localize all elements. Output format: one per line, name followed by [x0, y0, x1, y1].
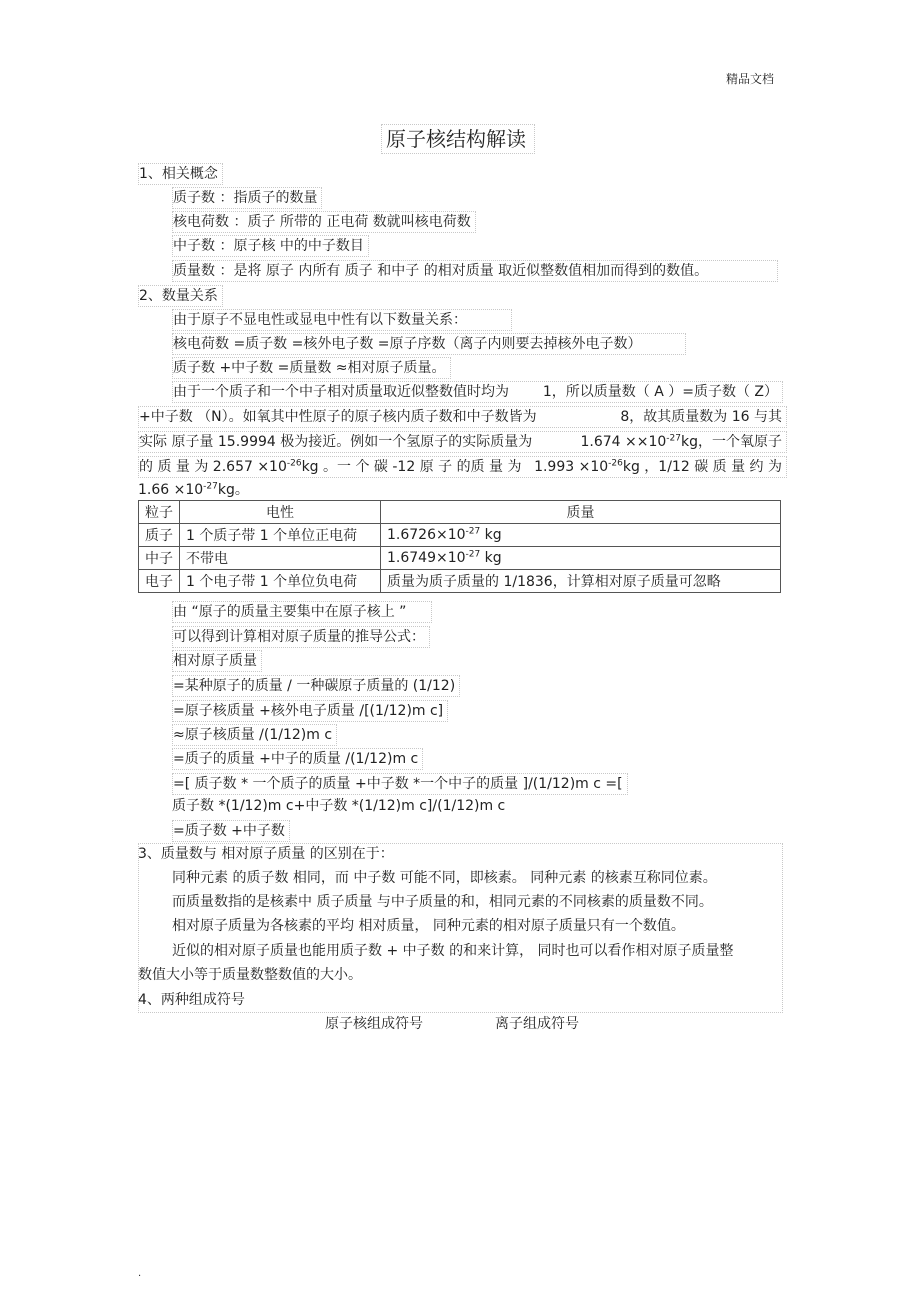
relation-line: 核电荷数 =质子数 =核外电子数 =原子序数（离子内则要去掉核外电子数）: [172, 333, 686, 355]
column-header: 电性: [180, 501, 381, 524]
column-header: 质量: [381, 501, 781, 524]
charge-cell: 1 个质子带 1 个单位正电荷: [180, 524, 381, 547]
difference-line: 而质量数指的是核素中 质子质量 与中子质量的和，相同元素的不同核素的质量数不同。: [172, 894, 713, 910]
charge-cell: 1 个电子带 1 个单位负电荷: [180, 570, 381, 593]
concept-line: 质量数 ：是将 原子 内所有 质子 和中子 的相对质量 取近似整数值相加而得到的数值。: [172, 260, 778, 282]
charge-cell: 不带电: [180, 547, 381, 570]
exponent: -26: [608, 458, 623, 469]
ion-symbol-label: 离子组成符号: [495, 1016, 579, 1032]
text: kg，一个氧原子: [681, 434, 782, 450]
derivation-line: =质子数 +中子数: [172, 820, 290, 842]
derivation-line: =原子核质量 +核外电子质量 /[(1/12)m c]: [172, 700, 448, 722]
concept-line: 中子数 ：原子核 中的中子数目: [172, 235, 369, 257]
text: [139, 457, 522, 477]
text: 1.66 ×10: [138, 482, 204, 498]
derivation-line: 可以得到计算相对原子质量的推导公式：: [172, 626, 430, 648]
concept-line: 质子数 ：指质子的数量: [172, 187, 322, 209]
difference-line: 近似的相对原子质量也能用质子数 + 中子数 的和来计算， 同时也可以看作相对原子质量整: [172, 943, 734, 959]
particle-cell: 质子: [139, 524, 180, 547]
derivation-line: =某种原子的质量 / 一种碳原子质量的 (1/12): [172, 675, 460, 697]
exponent: -27: [465, 526, 481, 537]
paragraph-line: [138, 431, 787, 453]
mass-cell: 质量为质子质量的 1/1836，计算相对原子质量可忽略: [381, 570, 781, 593]
relation-line: 质子数 +中子数 =质量数 ≈相对原子质量。: [172, 357, 451, 379]
text: kg: [480, 527, 502, 543]
exponent: -27: [666, 433, 681, 444]
particle-cell: 中子: [139, 547, 180, 570]
mass-cell: [381, 524, 781, 547]
text: [580, 432, 782, 452]
table-row: [139, 524, 781, 547]
paragraph-line: [138, 456, 787, 478]
exponent: -26: [286, 458, 302, 469]
column-header: 粒子: [139, 501, 180, 524]
paragraph-line: [138, 406, 787, 428]
derivation-line: =质子的质量 +中子的质量 /(1/12)m c: [172, 748, 423, 770]
particle-table: [138, 500, 781, 593]
text: +中子数 （N）。如氧其中性原子的原子核内质子数和中子数皆为: [139, 409, 537, 425]
section-4-heading: 4、两种组成符号: [138, 992, 245, 1008]
page-title: 原子核结构解读: [381, 124, 535, 154]
text: 1.6749×10: [387, 550, 466, 566]
difference-line: 同种元素 的质子数 相同，而 中子数 可能不同，即核素。 同种元素 的核素互称同位素。: [172, 870, 717, 886]
table-header-row: [139, 501, 781, 524]
relation-line: 由于原子不显电性或显电中性有以下数量关系：: [172, 309, 512, 331]
text: kg。: [217, 482, 249, 498]
paragraph-line: [172, 381, 783, 403]
text: 1.993 ×10: [534, 459, 609, 475]
mass-cell: [381, 547, 781, 570]
section-2-heading: 2、数量关系: [138, 285, 223, 307]
section-1-heading: 1、相关概念: [138, 163, 223, 185]
difference-line: 数值大小等于质量数整数值的大小。: [138, 967, 362, 983]
text: 实际 原子量 15.9994 极为接近。例如一个氢原子的实际质量为: [139, 434, 533, 450]
text: 的 质 量 为 2.657 ×10: [139, 459, 287, 475]
derivation-line: 质子数 *(1/12)m c+中子数 *(1/12)m c]/(1/12)m c: [172, 798, 506, 814]
concept-line: 核电荷数 ：质子 所带的 正电荷 数就叫核电荷数: [172, 211, 476, 233]
text: kg 。一 个 碳 -12 原 子 的质 量 为: [301, 459, 522, 475]
text: [534, 457, 782, 477]
text: 8，故其质量数为 16 与其: [620, 409, 782, 425]
particle-cell: 电子: [139, 570, 180, 593]
paragraph-line: [138, 480, 249, 500]
exponent: -27: [203, 481, 218, 492]
derivation-line: =[ 质子数 * 一个质子的质量 +中子数 *一个中子的质量 ]/(1/12)m c =[: [172, 773, 628, 795]
header-label: 精品文档: [725, 72, 774, 86]
text: 1.6726×10: [387, 527, 466, 543]
difference-line: 相对原子质量为各核素的平均 相对质量， 同种元素的相对原子质量只有一个数值。: [172, 918, 685, 934]
text: kg ，1/12 碳 质 量 约 为: [622, 459, 782, 475]
footer-dot: .: [138, 1268, 142, 1279]
derivation-line: 相对原子质量: [172, 650, 262, 672]
derivation-line: ≈原子核质量 /(1/12)m c: [172, 724, 337, 746]
table-row: [139, 547, 781, 570]
exponent: -27: [465, 549, 481, 560]
text: kg: [480, 550, 502, 566]
text: 1，所以质量数（ A ）=质子数（ Z）: [542, 384, 778, 400]
text: 由于一个质子和一个中子相对质量取近似整数值时均为: [173, 384, 509, 400]
nucleus-symbol-label: 原子核组成符号: [325, 1016, 423, 1032]
derivation-line: 由 “原子的质量主要集中在原子核上 ”: [172, 601, 432, 623]
table-row: [139, 570, 781, 593]
section-3-heading: 3、质量数与 相对原子质量 的区别在于：: [138, 846, 394, 862]
text: 1.674 ××10: [580, 434, 667, 450]
